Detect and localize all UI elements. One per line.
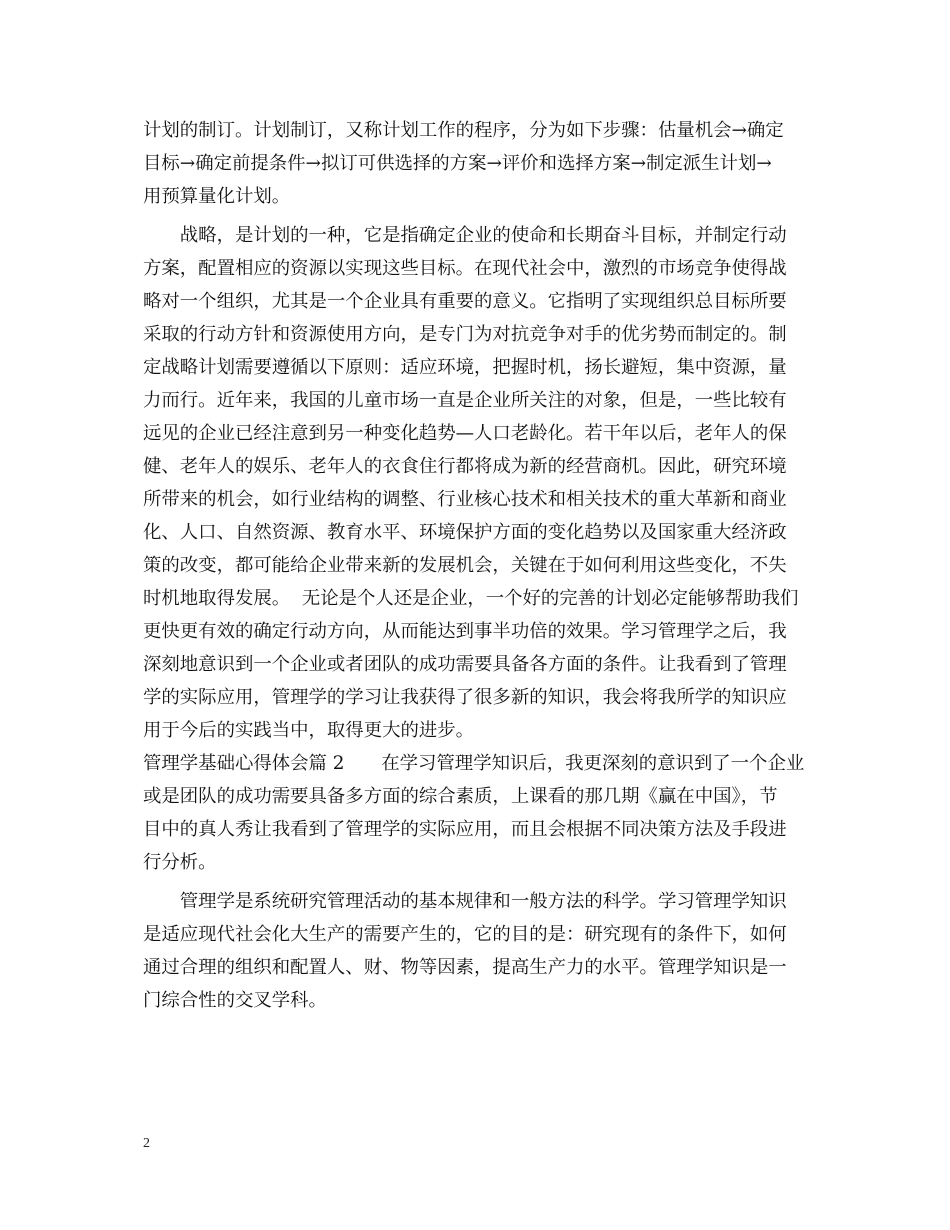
- text-line: 更快更有效的确定行动方向，从而能达到事半功倍的效果。学习管理学之后，我: [143, 621, 787, 642]
- page-number: 2: [143, 1136, 150, 1151]
- text-line: 目标→确定前提条件→拟订可供选择的方案→评价和选择方案→制定派生计划→: [143, 153, 772, 174]
- text-line: 时机地取得发展。 无论是个人还是企业，一个好的完善的计划必定能够帮助我们: [143, 588, 799, 609]
- text-line: 门综合性的交叉学科。: [143, 990, 327, 1011]
- text-line: 战略，是计划的一种，它是指确定企业的使命和长期奋斗目标，并制定行动: [143, 225, 787, 246]
- text-line: 管理学是系统研究管理活动的基本规律和一般方法的科学。学习管理学知识: [143, 891, 787, 912]
- text-line: 计划的制订。计划制订，又称计划工作的程序，分为如下步骤：估量机会→确定: [143, 120, 784, 141]
- text-line: 是适应现代社会化大生产的需要产生的，它的目的是：研究现有的条件下，如何: [143, 924, 787, 945]
- text-line: 通过合理的组织和配置人、财、物等因素，提高生产力的水平。管理学知识是一: [143, 957, 787, 978]
- text-line: 管理学基础心得体会篇 2 在学习管理学知识后，我更深刻的意识到了一个企业: [143, 753, 805, 774]
- text-line: 所带来的机会，如行业结构的调整、行业核心技术和相关技术的重大革新和商业: [143, 489, 787, 510]
- text-line: 远见的企业已经注意到另一种变化趋势—人口老龄化。若干年以后，老年人的保: [143, 423, 787, 444]
- text-line: 方案，配置相应的资源以实现这些目标。在现代社会中，激烈的市场竞争使得战: [143, 258, 787, 279]
- text-line: 略对一个组织，尤其是一个企业具有重要的意义。它指明了实现组织总目标所要: [143, 291, 787, 312]
- text-line: 策的改变，都可能给企业带来新的发展机会，关键在于如何利用这些变化，不失: [143, 555, 787, 576]
- text-line: 学的实际应用，管理学的学习让我获得了很多新的知识，我会将我所学的知识应: [143, 687, 787, 708]
- text-line: 力而行。近年来，我国的儿童市场一直是企业所关注的对象，但是，一些比较有: [143, 390, 787, 411]
- text-line: 深刻地意识到一个企业或者团队的成功需要具备各方面的条件。让我看到了管理: [143, 654, 787, 675]
- text-line: 化、人口、自然资源、教育水平、环境保护方面的变化趋势以及国家重大经济政: [143, 522, 787, 543]
- text-line: 目中的真人秀让我看到了管理学的实际应用，而且会根据不同决策方法及手段进: [143, 819, 787, 840]
- text-line: 采取的行动方针和资源使用方向，是专门为对抗竞争对手的优劣势而制定的。制: [143, 324, 787, 345]
- body-text: [143, 114, 811, 1017]
- text-line: 用预算量化计划。: [143, 186, 291, 207]
- text-line: 或是团队的成功需要具备多方面的综合素质，上课看的那几期《赢在中国》，节: [143, 786, 778, 807]
- text-line: 行分析。: [143, 852, 217, 873]
- text-line: 健、老年人的娱乐、老年人的衣食住行都将成为新的经营商机。因此，研究环境: [143, 456, 787, 477]
- text-line: 用于今后的实践当中，取得更大的进步。: [143, 720, 475, 741]
- text-line: 定战略计划需要遵循以下原则：适应环境，把握时机，扬长避短，集中资源，量: [143, 357, 787, 378]
